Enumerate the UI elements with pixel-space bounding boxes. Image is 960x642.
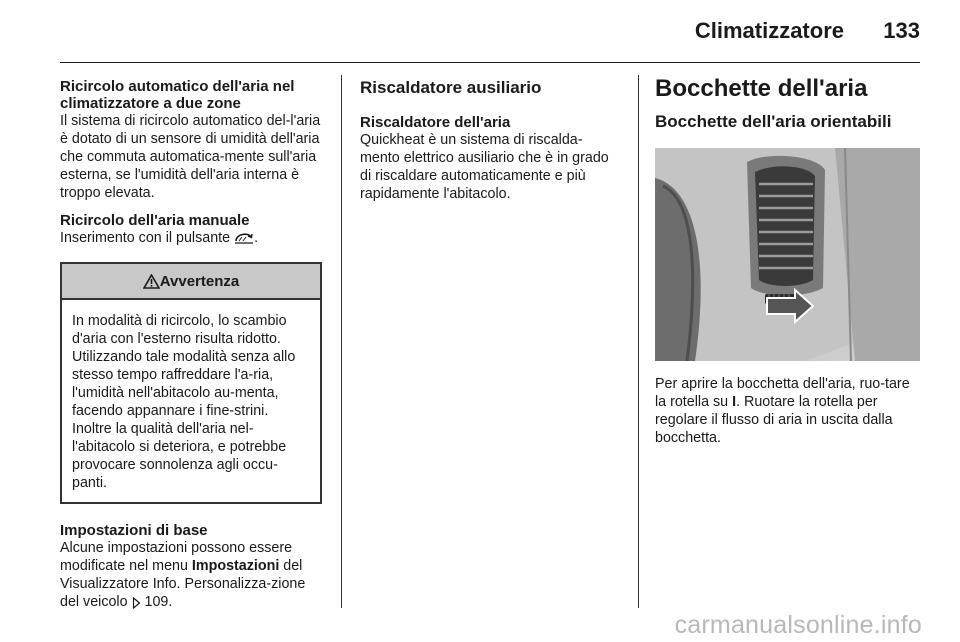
- warning-triangle-icon: [143, 267, 160, 303]
- heading-basic-settings: Impostazioni di base: [60, 522, 208, 539]
- warning-header: [62, 264, 320, 300]
- paragraph-vent-instructions: Per aprire la bocchetta dell'aria, ruo-tare la rotella su I. Ruotare la rotella per regolare il flusso di aria in uscita dalla bocchetta.: [655, 376, 910, 446]
- heading-adjustable-vents: Bocchette dell'aria orientabili: [655, 112, 892, 131]
- warning-title: Avvertenza: [159, 273, 240, 290]
- heading-auxiliary-heater: Riscaldatore ausiliario: [360, 78, 542, 97]
- page-number: 133: [883, 18, 920, 43]
- heading-air-heater: Riscaldatore dell'aria: [360, 114, 511, 131]
- paragraph-auto-recirculation: Il sistema di ricircolo automatico del-l'aria è dotato di un sensore di umidità dell'aria che commuta automatica-mente sull'aria esterna, se l'umidità dell'aria interna è troppo elevata.: [60, 113, 321, 201]
- paragraph-basic-settings: Alcune impostazioni possono essere modificate nel menu Impostazioni del Visualizzatore Info. Personalizza-zione del veicolo 109.: [60, 539, 328, 614]
- heading-air-vents: Bocchette dell'aria: [655, 75, 868, 102]
- page-reference-arrow-icon: [132, 596, 141, 614]
- column-divider: [638, 75, 639, 608]
- air-vent-photo: [655, 148, 920, 361]
- heading-manual-recirculation: Ricircolo dell'aria manuale: [60, 212, 250, 229]
- wheel-position-symbol: I: [732, 394, 737, 410]
- paragraph-quickheat: Quickheat è un sistema di riscalda-mento elettrico ausiliario che è in grado di riscaldare automaticamente e più rapidamente l'abitacolo.: [360, 132, 609, 202]
- column-left: [60, 78, 328, 614]
- menu-name-impostazioni: Impostazioni: [191, 558, 280, 574]
- page-reference: 109.: [144, 594, 173, 610]
- watermark: carmanualsonline.info: [674, 611, 922, 639]
- page-header: [60, 18, 920, 63]
- warning-box: [60, 262, 322, 504]
- column-divider: [341, 75, 342, 608]
- recirculation-icon: [234, 231, 254, 250]
- column-middle: [360, 78, 622, 203]
- heading-auto-recirculation: Ricircolo automatico dell'aria nel climatizzatore a due zone: [60, 78, 295, 112]
- warning-text: In modalità di ricircolo, lo scambio d'aria con l'esterno risulta ridotto. Utilizzando tale modalità senza allo stesso tempo raffreddare l'a-ria, l'umidità nell'abitacolo au-menta, facendo appannare i fine-strini. Inoltre la qualità dell'aria nel-l'abitacolo si deteriora, e potrebbe provocare sonnolenza agli occu-panti.: [72, 313, 296, 491]
- paragraph-manual-recirculation: Inserimento con il pulsante .: [60, 229, 328, 250]
- section-title: Climatizzatore: [694, 18, 844, 43]
- column-right: [655, 76, 920, 447]
